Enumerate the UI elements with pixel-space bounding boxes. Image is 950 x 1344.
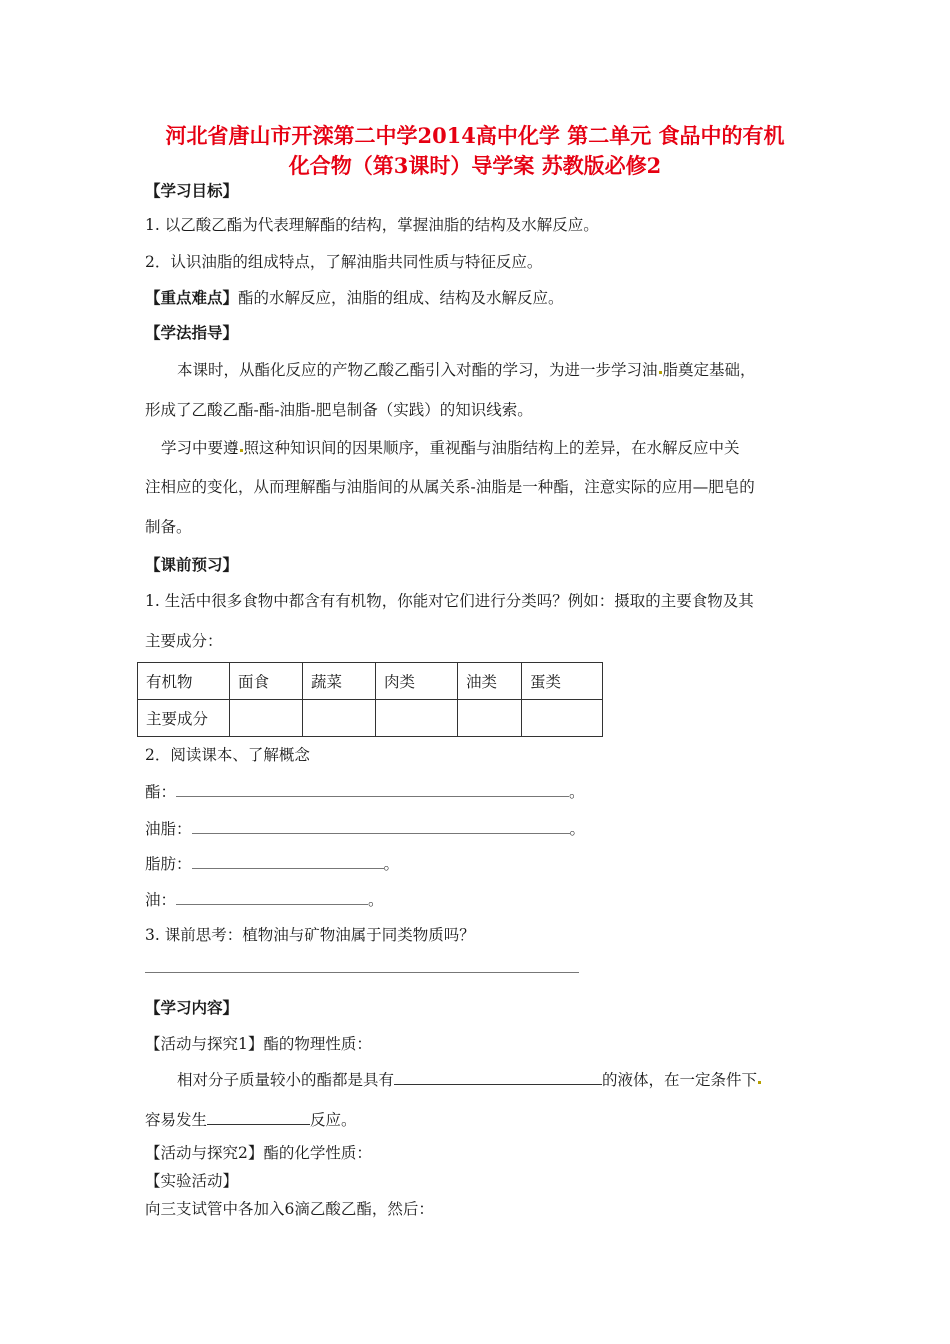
table-cell xyxy=(458,700,522,737)
fill-blank[interactable] xyxy=(394,1069,602,1085)
content-heading: 【学习内容】 xyxy=(145,998,239,1017)
fill-blank[interactable] xyxy=(192,853,384,869)
table-header-cell: 面食 xyxy=(230,663,303,700)
def-oil: 油： 。 xyxy=(145,891,384,909)
table-header-cell: 蛋类 xyxy=(522,663,603,700)
table-header-row xyxy=(138,663,603,700)
method-p2-line1: 学习中要遵 照这种知识间的因果顺序，重视酯与油脂结构上的差异，在水解反应中关 xyxy=(161,439,740,457)
preview-q3: 3. 课前思考：植物油与矿物油属于同类物质吗？ xyxy=(145,926,475,944)
def-oil-fat: 油脂： 。 xyxy=(145,820,586,838)
table-header-cell: 肉类 xyxy=(376,663,458,700)
table-cell xyxy=(376,700,458,737)
keypoints-text: 酯的水解反应，油脂的组成、结构及水解反应。 xyxy=(238,289,564,307)
activity-1-line1: 相对分子质量较小的酯都是具有 的液体，在一定条件下 xyxy=(177,1068,762,1090)
def-fat: 脂肪： 。 xyxy=(145,855,400,873)
answer-line[interactable] xyxy=(145,972,579,973)
goal-item-2: 2．认识油脂的组成特点，了解油脂共同性质与特征反应。 xyxy=(145,253,543,271)
fill-blank[interactable] xyxy=(176,781,569,797)
activity-2: 【活动与探究2】酯的化学性质： xyxy=(145,1144,372,1162)
fill-blank[interactable] xyxy=(192,818,570,834)
preview-q2: 2．阅读课本、了解概念 xyxy=(145,746,310,764)
method-p2-line2: 注相应的变化，从而理解酯与油脂间的从属关系-油脂是一种酯，注意实际的应用—肥皂的 xyxy=(145,478,755,496)
goals-heading: 【学习目标】 xyxy=(145,181,239,200)
page-title-line1: 河北省唐山市开滦第二中学2014高中化学 第二单元 食品中的有机 xyxy=(165,123,785,148)
keypoints-label: 【重点难点】 xyxy=(145,288,239,307)
preview-q1-line2: 主要成分： xyxy=(145,632,223,650)
method-p2-line3: 制备。 xyxy=(145,518,192,536)
method-p1-line2: 形成了乙酸乙酯-酯-油脂-肥皂制备（实践）的知识线索。 xyxy=(145,401,533,419)
fill-blank[interactable] xyxy=(176,889,368,905)
mark-dot xyxy=(240,449,243,452)
activity-1: 【活动与探究1】酯的物理性质： xyxy=(145,1035,372,1053)
method-p1-line1: 本课时，从酯化反应的产物乙酸乙酯引入对酯的学习，为进一步学习油 脂奠定基础， xyxy=(177,361,756,379)
table-header-cell: 有机物 xyxy=(138,663,230,700)
table-header-cell: 油类 xyxy=(458,663,522,700)
goal-item-1: 1. 以乙酸乙酯为代表理解酯的结构，掌握油脂的结构及水解反应。 xyxy=(145,216,599,234)
keypoints xyxy=(145,286,564,308)
mark-dot xyxy=(659,371,662,374)
food-table xyxy=(137,662,603,737)
mark-dot xyxy=(758,1081,761,1084)
table-cell xyxy=(522,700,603,737)
activity-1-line2: 容易发生 反应。 xyxy=(145,1111,357,1129)
table-row-label: 主要成分 xyxy=(138,700,230,737)
experiment-text: 向三支试管中各加入6滴乙酸乙酯，然后： xyxy=(145,1200,434,1218)
table-row xyxy=(138,700,603,737)
experiment-heading: 【实验活动】 xyxy=(145,1172,239,1190)
page-title-line2: 化合物（第3课时）导学案 苏教版必修2 xyxy=(288,153,662,178)
table-header-cell: 蔬菜 xyxy=(303,663,376,700)
preview-heading: 【课前预习】 xyxy=(145,555,239,574)
table-cell xyxy=(303,700,376,737)
preview-q1-line1: 1. 生活中很多食物中都含有有机物，你能对它们进行分类吗？例如：摄取的主要食物及其 xyxy=(145,592,754,610)
method-heading: 【学法指导】 xyxy=(145,323,239,342)
table-cell xyxy=(230,700,303,737)
fill-blank[interactable] xyxy=(207,1109,310,1125)
def-ester: 酯： 。 xyxy=(145,783,585,801)
